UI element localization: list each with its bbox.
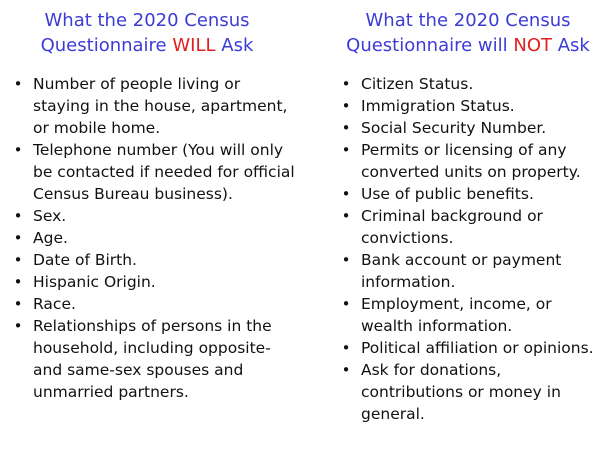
- list-item-text: Date of Birth.: [33, 251, 137, 269]
- list-item-text: Age.: [33, 229, 68, 247]
- will-ask-list: [6, 73, 296, 403]
- list-item: [334, 205, 606, 249]
- will-not-ask-heading-emphasis: NOT: [513, 35, 552, 56]
- will-ask-heading-suffix: Ask: [215, 35, 254, 56]
- list-item: [334, 183, 606, 205]
- bullet-icon: •: [13, 273, 23, 291]
- list-item: [6, 249, 296, 271]
- list-item: [334, 249, 606, 293]
- list-item-text: Social Security Number.: [361, 119, 547, 137]
- list-item-text: Number of people living or staying in the house, apartment, or mobile home.: [33, 75, 288, 137]
- bullet-icon: •: [341, 295, 351, 313]
- bullet-icon: •: [341, 339, 351, 357]
- list-item: [334, 95, 606, 117]
- will-not-ask-heading-line1: What the 2020 Census: [365, 10, 571, 31]
- list-item-text: Bank account or payment information.: [361, 251, 562, 291]
- bullet-icon: •: [341, 185, 351, 203]
- bullet-icon: •: [13, 229, 23, 247]
- list-item-text: Employment, income, or wealth information.: [361, 295, 552, 335]
- will-not-ask-heading-suffix: Ask: [552, 35, 590, 56]
- list-item: [6, 227, 296, 249]
- list-item-text: Telephone number (You will only be contacted if needed for official Census Bureau business).: [33, 141, 295, 203]
- list-item: [6, 293, 296, 315]
- will-not-ask-heading-prefix: Questionnaire will: [346, 35, 514, 56]
- list-item-text: Hispanic Origin.: [33, 273, 156, 291]
- will-ask-heading-emphasis: WILL: [172, 35, 216, 56]
- will-ask-heading-line1: What the 2020 Census: [44, 10, 250, 31]
- list-item: [6, 271, 296, 293]
- bullet-icon: •: [341, 97, 351, 115]
- will-ask-heading: [6, 8, 288, 58]
- list-item-text: Sex.: [33, 207, 67, 225]
- list-item: [334, 117, 606, 139]
- will-not-ask-list: [334, 73, 606, 425]
- list-item: [6, 139, 296, 205]
- list-item: [334, 359, 606, 425]
- list-item-text: Use of public benefits.: [361, 185, 534, 203]
- will-not-ask-heading: [334, 8, 602, 58]
- list-item-text: Permits or licensing of any converted units on property.: [361, 141, 581, 181]
- bullet-icon: •: [341, 361, 351, 379]
- list-item: [6, 205, 296, 227]
- list-item-text: Citizen Status.: [361, 75, 474, 93]
- list-item: [334, 73, 606, 95]
- will-ask-heading-prefix: Questionnaire: [40, 35, 173, 56]
- bullet-icon: •: [341, 207, 351, 225]
- will-ask-column: [6, 0, 296, 403]
- bullet-icon: •: [341, 75, 351, 93]
- list-item: [334, 337, 606, 359]
- bullet-icon: •: [13, 295, 23, 313]
- list-item-text: Ask for donations, contributions or money in general.: [361, 361, 561, 423]
- bullet-icon: •: [341, 119, 351, 137]
- will-not-ask-column: [334, 0, 606, 425]
- bullet-icon: •: [13, 317, 23, 335]
- list-item: [334, 139, 606, 183]
- bullet-icon: •: [341, 141, 351, 159]
- list-item-text: Relationships of persons in the household, including opposite- and same-sex spouses and unmarried partners.: [33, 317, 272, 401]
- list-item-text: Political affiliation or opinions.: [361, 339, 594, 357]
- list-item: [334, 293, 606, 337]
- bullet-icon: •: [13, 251, 23, 269]
- bullet-icon: •: [13, 141, 23, 159]
- list-item-text: Criminal background or convictions.: [361, 207, 543, 247]
- list-item-text: Immigration Status.: [361, 97, 515, 115]
- bullet-icon: •: [341, 251, 351, 269]
- list-item-text: Race.: [33, 295, 76, 313]
- list-item: [6, 73, 296, 139]
- list-item: [6, 315, 296, 403]
- bullet-icon: •: [13, 75, 23, 93]
- bullet-icon: •: [13, 207, 23, 225]
